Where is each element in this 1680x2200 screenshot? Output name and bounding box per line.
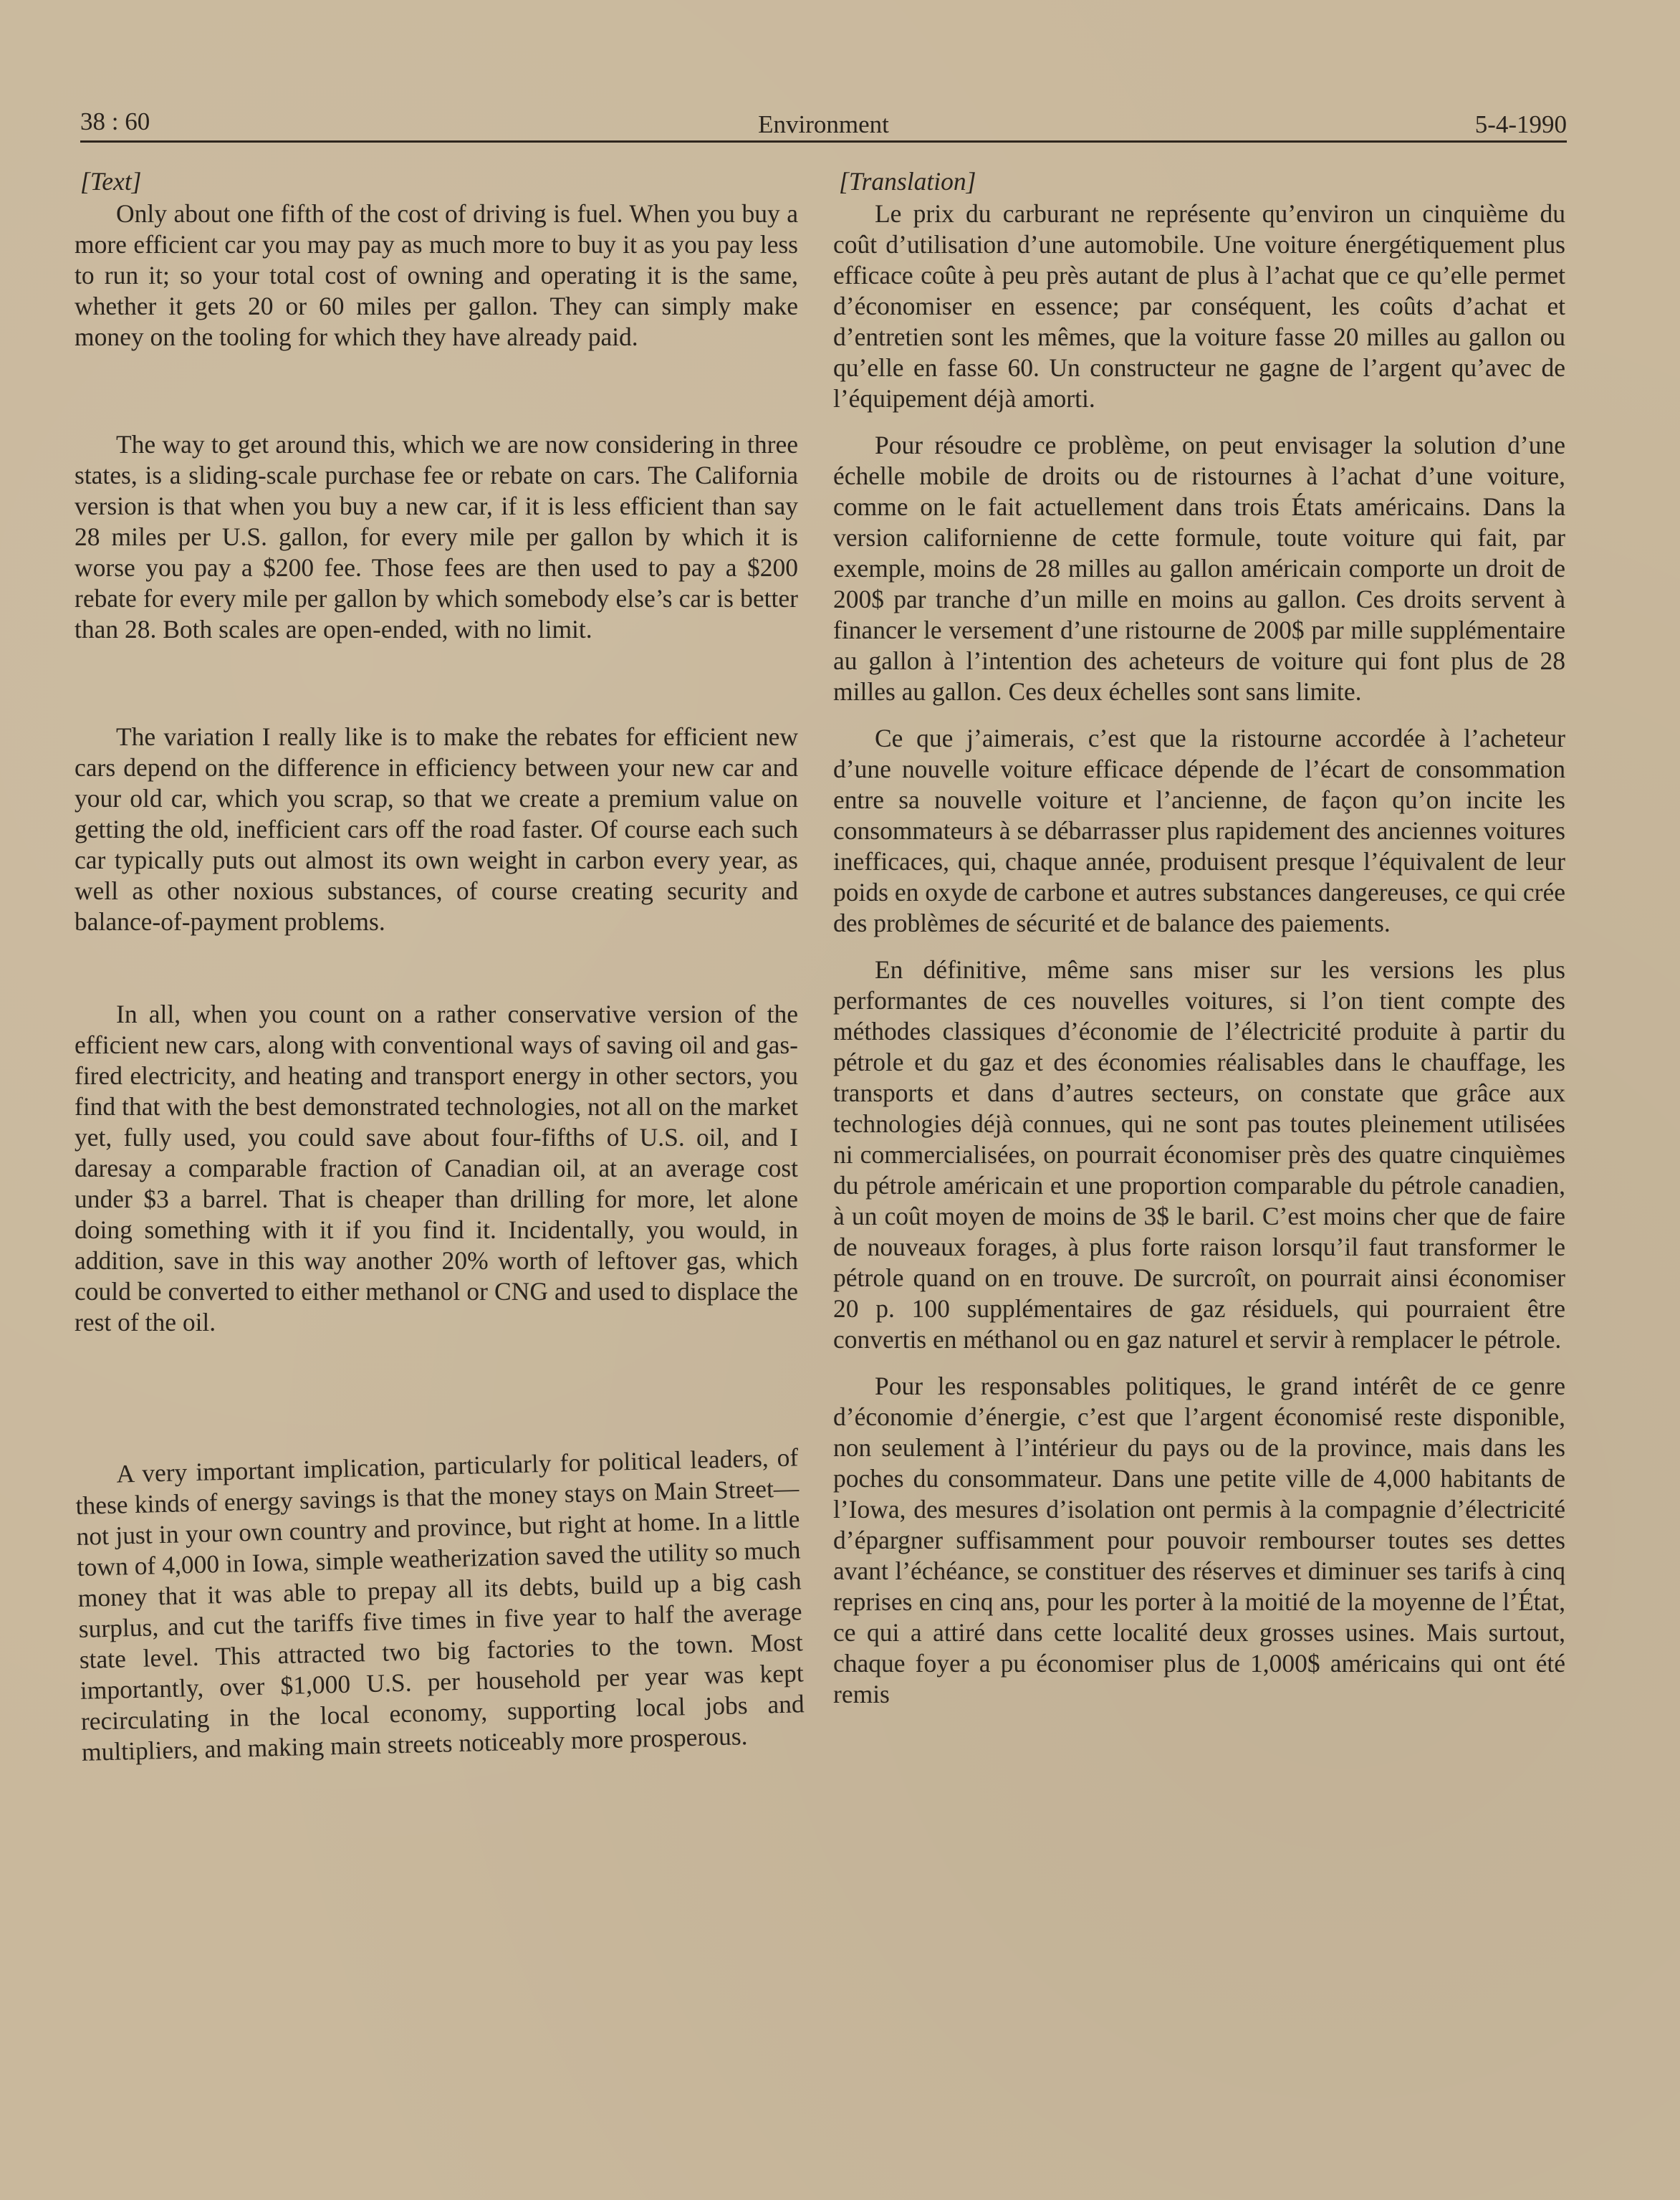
- french-paragraph-3: Ce que j’aimerais, c’est que la ristourne accordée à l’acheteur d’une nouvelle voiture efficace dépende de l’écart de consommation entre sa nouvelle voiture et l’ancienne, de façon qu’on incite les consommateurs à se débarrasser plus rapidement des anciennes voitures inefficaces, qui, chaque année, produisent presque l’équivalent de leur poids en oxyde de carbone et autres substances dangereuses, ce qui crée des problèmes de sécurité et de balance des paiements.: [833, 724, 1565, 937]
- french-paragraph-1: Le prix du carburant ne représente qu’environ un cinquième du coût d’utilisation d’une automobile. Une voiture énergétiquement plus efficace coûte à peu près autant de plus à l’achat que ce qu’elle permet d’économiser en essence; par conséquent, les coûts d’achat et d’entretien sont les mêmes, que la voiture fasse 20 milles au gallon ou qu’elle en fasse 60. Un constructeur ne gagne de l’argent qu’avec de l’équipement déjà amorti.: [833, 199, 1565, 413]
- french-translation-column: [833, 166, 1565, 1710]
- translation-label: [Translation]: [839, 167, 976, 196]
- english-paragraph-3: The variation I really like is to make the rebates for efficient new cars depend on the difference in efficiency between your new car and your old car, which you scrap, so that we create a premium value on getting the old, inefficient cars off the road faster. Of course each such car typically puts out almost its own weight in carbon every year, as well as other noxious substances, of course creating security and balance-of-payment problems.: [75, 722, 798, 936]
- section-title: Environment: [758, 110, 889, 138]
- french-paragraph-4: En définitive, même sans miser sur les versions les plus performantes de ces nouvelles voitures, si l’on tient compte des méthodes classiques d’économie de l’électricité produite à partir du pétrole et du gaz et des économies réalisables dans le chauffage, les transports et dans d’autres secteurs, on constate que grâce aux technologies déjà connues, qui ne sont pas toutes pleinement utilisées ni commercialisées, on pourrait économiser près des quatre cinquièmes du pétrole américain et une proportion comparable du pétrole canadien, à un coût moyen de moins de 3$ le baril. C’est moins cher que de faire de nouveaux forages, à plus forte raison lorsqu’il faut transformer le pétrole quand on en trouve. De surcroît, on pourrait ainsi économiser 20 p. 100 supplémentaires de gaz résiduels, qui pourraient être convertis en méthanol ou en gaz naturel et servir à remplacer le pétrole.: [833, 955, 1565, 1354]
- text-label: [Text]: [80, 167, 142, 196]
- french-paragraph-2: Pour résoudre ce problème, on peut envisager la solution d’une échelle mobile de droits ou de ristournes à l’achat d’une voiture, comme on le fait actuellement dans trois États américains. Dans la version californienne de cette formule, toute voiture qui fait, par exemple, moins de 28 milles au gallon américain comporte un droit de 200$ par tranche d’un mille en moins au gallon. Ces droits servent à financer le versement d’une ristourne de 200$ par mille supplémentaire au gallon à l’intention des acheteurs de voiture qui font plus de 28 milles au gallon. Ces deux échelles sont sans limite.: [833, 431, 1565, 706]
- header-date: 5-4-1990: [1474, 110, 1567, 138]
- english-text-column: [75, 166, 805, 1768]
- english-paragraph-4: In all, when you count on a rather conservative version of the efficient new cars, along with conventional ways of saving oil and gas-fired electricity, and heating and transport energy in other sectors, you find that with the best demonstrated technologies, not all on the market yet, fully used, you could save about four-fifths of U.S. oil, and I daresay a comparable fraction of Canadian oil, at an average cost under $3 a barrel. That is cheaper than drilling for more, let alone doing something with it if you find it. Incidentally, you would, in addition, save in this way another 20% worth of leftover gas, which could be converted to either methanol or CNG and used to displace the rest of the oil.: [75, 1000, 798, 1336]
- english-paragraph-5: A very important implication, particularly for political leaders, of these kinds of energy savings is that the money stays on Main Street—not just in your own country and province, but right at home. In a little town of 4,000 in Iowa, simple weatherization saved the utility so much money that it was able to prepay all its debts, build up a big cash surplus, and cut the tariffs five times in five year to half the average state level. This attracted two big factories to the town. Most importantly, over $1,000 U.S. per household per year was kept recirculating in the local economy, supporting local jobs and multipliers, and making main streets noticeably more prosperous.: [75, 1443, 805, 1766]
- page-header: [80, 106, 1567, 138]
- english-paragraph-2: The way to get around this, which we are now considering in three states, is a sliding-scale purchase fee or rebate on cars. The California version is that when you buy a new car, if it is less efficient than say 28 miles per U.S. gallon, for every mile per gallon by which it is worse you pay a $200 fee. Those fees are then used to pay a $200 rebate for every mile per gallon by which somebody else’s car is better than 28. Both scales are open-ended, with no limit.: [75, 430, 798, 644]
- english-paragraph-1: Only about one fifth of the cost of driving is fuel. When you buy a more efficient car you may pay as much more to buy it as you pay less to run it; so your total cost of owning and operating it is the same, whether it gets 20 or 60 miles per gallon. They can simply make money on the tooling for which they have already paid.: [75, 199, 798, 351]
- french-paragraph-5: Pour les responsables politiques, le grand intérêt de ce genre d’économie d’énergie, c’est que l’argent économisé reste disponible, non seulement à l’intérieur du pays ou de la province, mais dans les poches du consommateur. Dans une petite ville de 4,000 habitants de l’Iowa, des mesures d’isolation ont permis à la compagnie d’électricité d’épargner suffisamment pour pouvoir rembourser toutes ses dettes avant l’échéance, se constituer des réserves et diminuer ses tarifs à cinq reprises en cinq ans, pour les porter à la moitié de la moyenne de l’État, ce qui a attiré dans cette localité deux grosses usines. Mais surtout, chaque foyer a pu économiser plus de 1,000$ américains qui ont été remis: [833, 1372, 1565, 1708]
- header-rule: [80, 140, 1567, 143]
- page-number: 38 : 60: [80, 107, 150, 135]
